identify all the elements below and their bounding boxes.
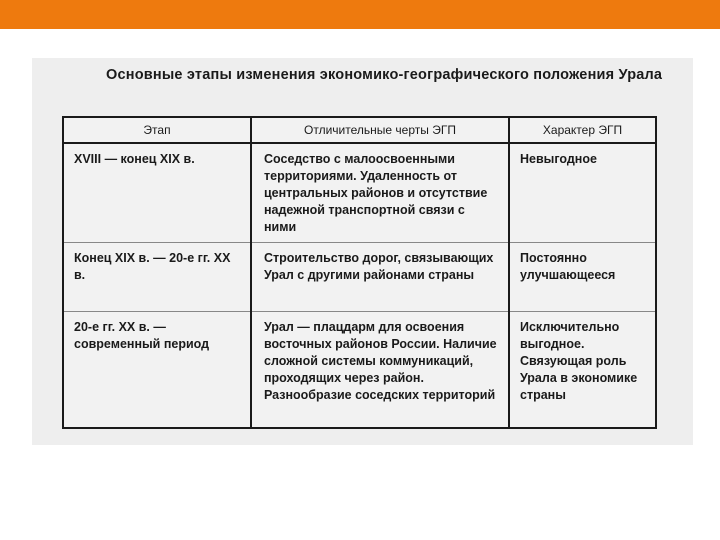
stages-table-grid — [64, 118, 655, 427]
stage-cell: XVIII — конец XIX в. — [64, 143, 251, 243]
features-cell: Строительство дорог, связывающих Урал с другими районами страны — [251, 243, 509, 312]
table-row — [64, 312, 655, 428]
features-cell: Соседство с малоосвоенными территориями. Удаленность от центральных районов и отсутствие надежной транспортной связи с ними — [251, 143, 509, 243]
table-row — [64, 143, 655, 243]
features-cell: Урал — плацдарм для освоения восточных районов России. Наличие сложной системы коммуникаций, проходящих через район. Разнообразие соседских территорий — [251, 312, 509, 428]
character-cell: Исключительно выгодное. Связующая роль Урала в экономике страны — [509, 312, 655, 428]
top-accent-bar — [0, 0, 720, 29]
stages-table — [62, 116, 657, 429]
page-title: Основные этапы изменения экономико-географического положения Урала — [106, 67, 663, 83]
table-row — [64, 243, 655, 312]
header-character: Характер ЭГП — [509, 118, 655, 143]
stage-cell: 20-е гг. XX в. — современный период — [74, 320, 210, 351]
table-header-row — [64, 118, 655, 143]
character-cell: Невыгодное — [509, 143, 655, 243]
character-cell: Постоянно улучшающееся — [509, 243, 655, 312]
header-features: Отличительные черты ЭГП — [251, 118, 509, 143]
header-stage: Этап — [64, 118, 251, 143]
stage-cell: Конец XIX в. — 20-е гг. XX в. — [64, 243, 251, 312]
